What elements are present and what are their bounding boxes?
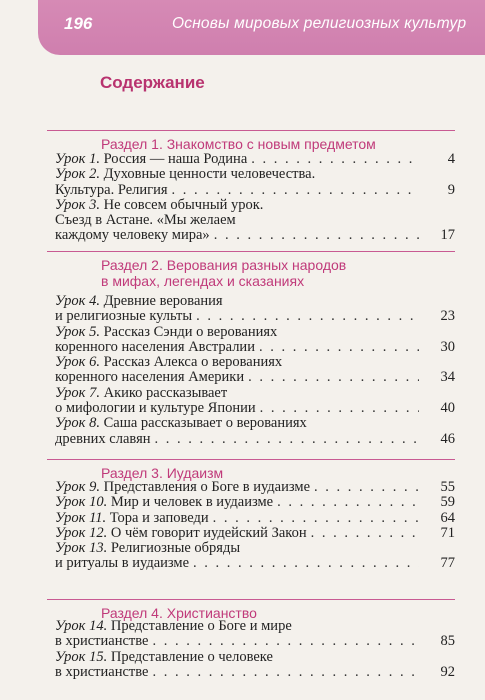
lesson-title-line: Рассказ Сэнди о верованиях — [103, 323, 278, 340]
book-title: Основы мировых религиозных культур — [172, 15, 467, 32]
lesson-label: Урок 6. — [55, 354, 100, 371]
page-ref: 64 — [440, 509, 455, 526]
page-ref: 30 — [440, 338, 455, 355]
section-title-line: Раздел 4. Христианство — [101, 605, 257, 621]
page-ref: 55 — [440, 479, 455, 495]
page-ref: 77 — [440, 555, 455, 572]
page-ref: 23 — [440, 308, 455, 325]
lesson-list — [55, 480, 463, 572]
page-ref: 40 — [440, 400, 455, 417]
lesson-title-line: в христианстве — [55, 663, 149, 680]
lesson-label: Урок 7. — [55, 384, 100, 401]
toc-entry[interactable] — [55, 386, 463, 417]
page-ref: 59 — [440, 494, 455, 511]
lesson-title-line: и ритуалы в иудаизме — [55, 555, 190, 572]
lesson-title-line: коренного населения Австралии — [55, 338, 255, 355]
section-title-line: Раздел 2. Верования разных народов — [101, 257, 347, 273]
lesson-list — [55, 152, 463, 244]
toc-entry[interactable] — [55, 198, 463, 244]
toc-entry[interactable] — [55, 511, 463, 526]
lesson-title-line: древних славян — [55, 430, 151, 447]
section-title — [47, 131, 455, 152]
dot-leader — [248, 370, 419, 385]
page-number: 196 — [64, 14, 93, 33]
toc-entry[interactable] — [55, 541, 463, 572]
lesson-title-line: Россия — наша Родина — [103, 151, 248, 167]
lesson-label: Урок 3. — [55, 196, 100, 213]
dot-leader — [172, 183, 419, 198]
section-title — [47, 252, 455, 289]
dot-leader — [193, 556, 419, 571]
section-title — [47, 460, 455, 481]
dot-leader — [152, 634, 419, 649]
lesson-title-line: Съезд в Астане. «Мы желаем — [55, 212, 236, 229]
dot-leader — [314, 480, 419, 495]
toc-entry[interactable] — [55, 294, 463, 325]
lesson-title-line: Тора и заповеди — [109, 509, 209, 526]
toc-title: Содержание — [100, 73, 205, 92]
lesson-title-line: о мифологии и культуре Японии — [55, 400, 256, 417]
lesson-label: Урок 11. — [55, 509, 107, 526]
lesson-title-line: и религиозные культы — [55, 308, 193, 325]
dot-leader — [213, 511, 419, 526]
lesson-title-line: Религиозные обряды — [110, 540, 241, 557]
page-ref: 34 — [440, 369, 455, 386]
lesson-label: Урок 5. — [55, 323, 100, 340]
dot-leader — [311, 526, 419, 541]
lesson-title-line: Не совсем обычный урок. — [103, 196, 264, 213]
section-title-line: в мифах, легендах и сказаниях — [101, 273, 305, 289]
lesson-label: Урок 9. — [55, 479, 100, 495]
dot-leader — [251, 152, 419, 167]
toc-entry[interactable] — [55, 480, 463, 495]
lesson-title-line: Представление о человеке — [110, 648, 273, 665]
lesson-list — [55, 294, 463, 447]
lesson-label: Урок 10. — [55, 494, 108, 511]
toc-entry[interactable] — [55, 167, 463, 198]
lesson-label: Урок 1. — [55, 151, 100, 167]
toc-entry[interactable] — [55, 526, 463, 541]
toc-entry[interactable] — [55, 416, 463, 447]
section-title-line: Раздел 3. Иудаизм — [101, 465, 224, 481]
section-header — [47, 251, 455, 289]
page-ref: 92 — [440, 663, 455, 680]
toc-entry[interactable] — [55, 152, 463, 167]
section-title-line: Раздел 1. Знакомство с новым предметом — [101, 136, 376, 152]
page-ref: 9 — [447, 181, 455, 198]
dot-leader — [196, 309, 419, 324]
lesson-title-line: Рассказ Алекса о верованиях — [103, 354, 283, 371]
lesson-title-line: коренного населения Америки — [55, 369, 245, 386]
page-ref: 46 — [440, 430, 455, 447]
dot-leader — [260, 401, 419, 416]
lesson-title-line: Представление о Боге и мире — [110, 618, 292, 634]
toc-entry[interactable] — [55, 650, 463, 681]
dot-leader — [155, 432, 420, 447]
dot-leader — [277, 495, 419, 510]
toc-entry[interactable] — [55, 355, 463, 386]
page-ref: 71 — [440, 524, 455, 541]
page-ref: 4 — [447, 151, 455, 167]
lesson-label: Урок 13. — [55, 540, 108, 557]
section-header — [47, 130, 455, 152]
lesson-title-line: в христианстве — [55, 633, 149, 650]
lesson-label: Урок 8. — [55, 415, 100, 432]
page-header — [38, 0, 485, 55]
lesson-title-line: Древние верования — [103, 293, 223, 309]
lesson-label: Урок 15. — [55, 648, 108, 665]
page-ref: 85 — [440, 633, 455, 650]
lesson-label: Урок 14. — [55, 618, 108, 634]
dot-leader — [214, 228, 419, 243]
toc-entry[interactable] — [55, 325, 463, 356]
lesson-title-line: О чём говорит иудейский Закон — [110, 524, 307, 541]
lesson-title-line: каждому человеку мира» — [55, 227, 210, 244]
lesson-label: Урок 4. — [55, 293, 100, 309]
section-header — [47, 459, 455, 481]
lesson-label: Урок 2. — [55, 166, 100, 183]
toc-entry[interactable] — [55, 619, 463, 650]
dot-leader — [152, 665, 419, 680]
lesson-title-line: Саша рассказывает о верованиях — [103, 415, 307, 432]
lesson-title-line: Мир и человек в иудаизме — [110, 494, 274, 511]
lesson-list — [55, 619, 463, 680]
lesson-title-line: Духовные ценности человечества. — [103, 166, 316, 183]
lesson-title-line: Культура. Религия — [55, 181, 168, 198]
page-ref: 17 — [440, 227, 455, 244]
toc-entry[interactable] — [55, 495, 463, 510]
lesson-title-line: Акико рассказывает — [103, 384, 228, 401]
lesson-label: Урок 12. — [55, 524, 108, 541]
dot-leader — [259, 340, 419, 355]
lesson-title-line: Представления о Боге в иудаизме — [103, 479, 311, 495]
